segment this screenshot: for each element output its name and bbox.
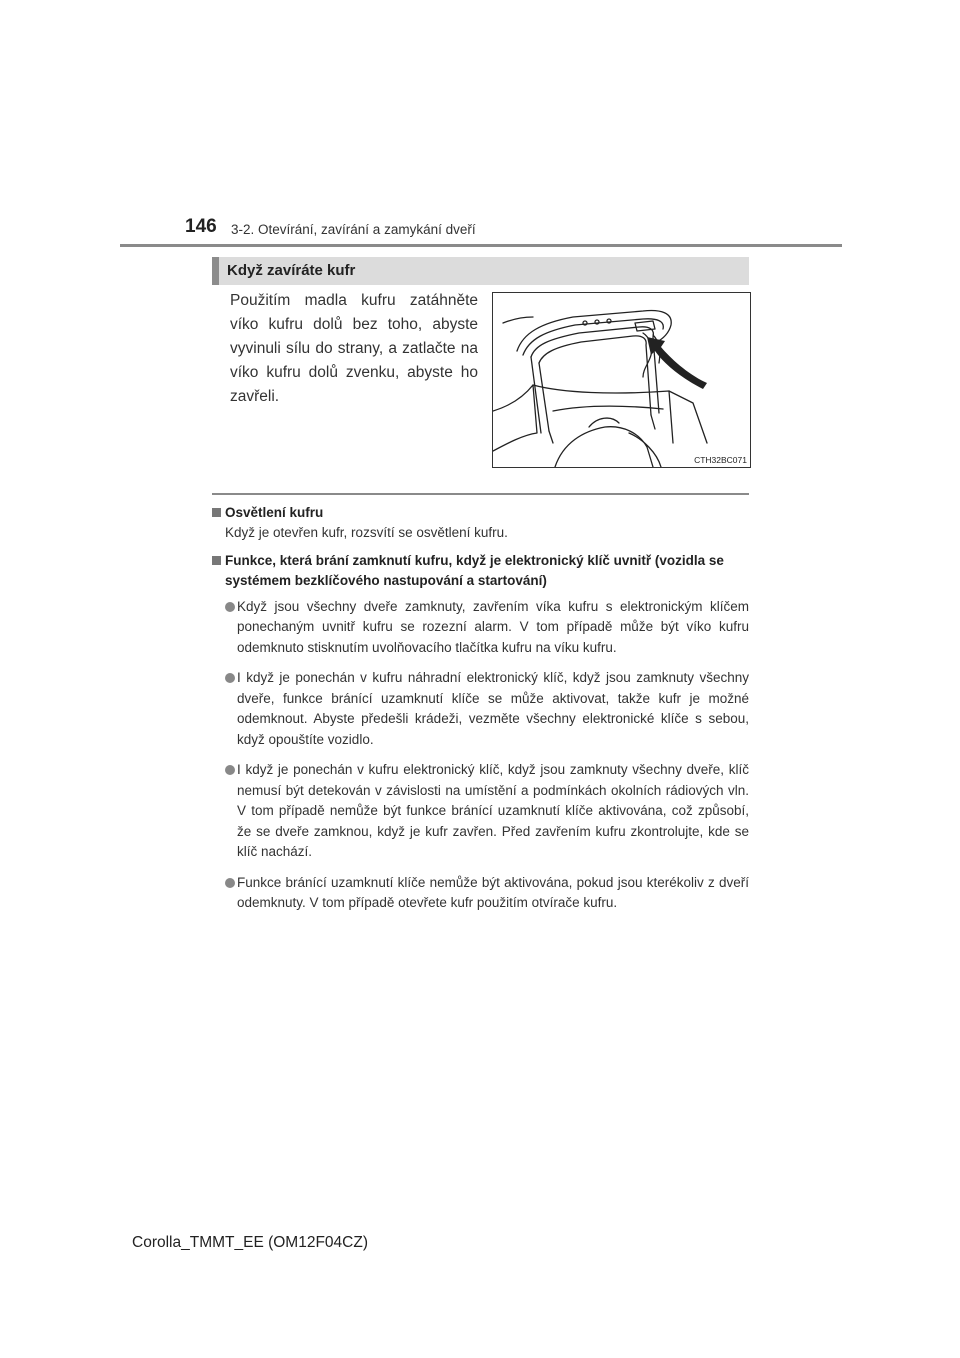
section-divider bbox=[212, 493, 749, 495]
list-item: I když je ponechán v kufru náhradní elektronický klíč, když jsou zamknuty všechny dveře, funkce bránící uzamknutí klíče se může aktivovat, takže kufr je možné odemknout. Abyste předešli krádeži, vezměte všechny elektronické klíče s sebou, když opouštíte vozidlo. bbox=[212, 668, 749, 750]
trunk-illustration bbox=[492, 292, 751, 468]
list-item: Když jsou všechny dveře zamknuty, zavřením víka kufru s elektronickým klíčem ponechaným uvnitř kufru se rozezní alarm. V tom případě může být víko kufru odemknuto stisknutím uvolňovacího tlačítka kufru na víku kufru. bbox=[212, 597, 749, 659]
round-bullet-icon bbox=[225, 878, 235, 888]
intro-paragraph: Použitím madla kufru zatáhněte víko kufru dolů bez toho, abyste vyvinuli sílu do strany, a zatlačte na víko kufru dolů zvenku, abyste ho zavřeli. bbox=[230, 292, 478, 405]
figure-code: CTH32BC071 bbox=[694, 455, 747, 465]
chapter-title: 3-2. Otevírání, zavírání a zamykání dveří bbox=[231, 222, 476, 237]
header-divider bbox=[120, 244, 842, 247]
note-text: Když je otevřen kufr, rozsvítí se osvětlení kufru. bbox=[225, 525, 508, 540]
round-bullet-icon bbox=[225, 673, 235, 683]
round-bullet-icon bbox=[225, 602, 235, 612]
section-heading: Když zavíráte kufr bbox=[212, 257, 749, 285]
page-number: 146 bbox=[185, 216, 217, 237]
round-bullet-icon bbox=[225, 765, 235, 775]
trunk-lid-drawing bbox=[493, 293, 750, 467]
list-item: I když je ponechán v kufru elektronický klíč, když jsou zamknuty všechny dveře, klíč nemusí být detekován v závislosti na umístění a podmínkách okolních rádiových vln. V tom případě nemůže být funkce bránící uzamknutí klíče aktivována, což způsobí, že se dveře zamknou, když je kufr zavřen. Před zavřením kufru zkontrolujte, kde se klíč nachází. bbox=[212, 760, 749, 863]
notes bbox=[212, 503, 749, 924]
page-footer: Corolla_TMMT_EE (OM12F04CZ) bbox=[132, 1234, 368, 1251]
square-bullet-icon bbox=[212, 556, 221, 565]
note-trunk-light bbox=[212, 503, 749, 544]
square-bullet-icon bbox=[212, 508, 221, 517]
list-item: Funkce bránící uzamknutí klíče nemůže být aktivována, pokud jsou kterékoliv z dveří odemknuty. V tom případě otevřete kufr použitím otvírače kufru. bbox=[212, 873, 749, 914]
note-heading: Osvětlení kufru bbox=[212, 503, 749, 523]
note-heading: Funkce, která brání zamknutí kufru, když je elektronický klíč uvnitř (vozidla se systémem bezklíčového nastupování a startování) bbox=[212, 551, 749, 591]
note-key-lock-prevention bbox=[212, 551, 749, 914]
